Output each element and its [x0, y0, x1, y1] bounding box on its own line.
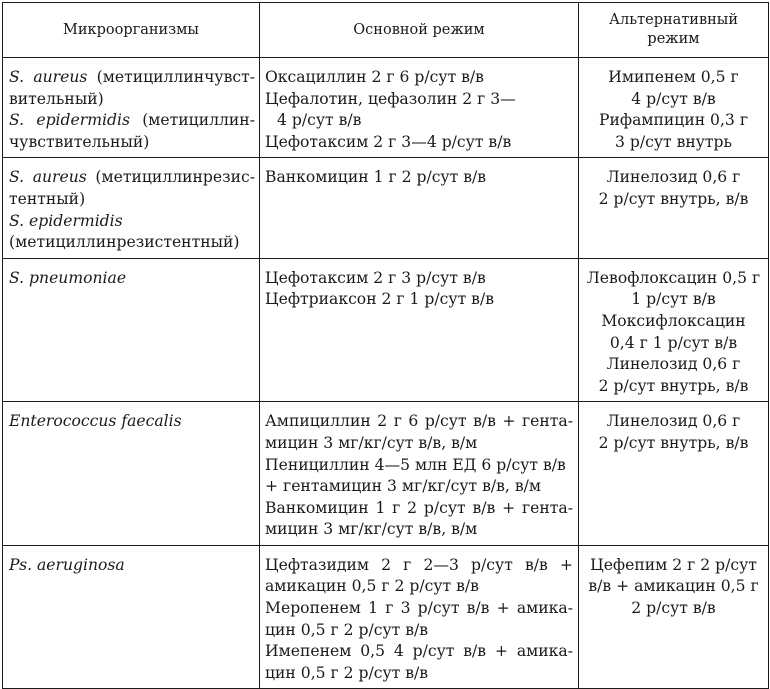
organism-line: S. epidermidis — [9, 211, 123, 230]
regimen-line: 1 р/сут в/в — [631, 290, 716, 309]
organism-line: чувствительный) — [9, 132, 150, 151]
organism-cell — [3, 58, 260, 158]
organism-cell — [3, 402, 260, 546]
organism-cell — [3, 158, 260, 258]
regimen-line: 4 р/сут в/в — [631, 89, 716, 108]
regimen-line: Цефтриаксон 2 г 1 р/сут в/в — [265, 290, 494, 309]
regimen-line: Цефотаксим 2 г 3 р/сут в/в — [265, 268, 486, 287]
regimen-line: Линелозид 0,6 г — [606, 355, 741, 374]
regimen-line: Пенициллин 4—5 млн ЕД 6 р/сут в/в — [265, 455, 566, 474]
regimen-line: цин 0,5 г 2 р/сут в/в — [265, 663, 429, 682]
table-row — [3, 402, 769, 546]
regimen-line: Ампициллин 2 г 6 р/сут в/в + гента- — [265, 412, 573, 431]
regimen-line: в/в + амикацин 0,5 г — [588, 577, 759, 596]
regimen-line: Цефалотин, цефазолин 2 г 3— — [265, 89, 516, 108]
regimen-line: 2 р/сут внутрь, в/в — [598, 189, 749, 208]
regimen-line: Меропенем 1 г 3 р/сут в/в + амика- — [265, 599, 573, 618]
regimen-line: Ванкомицин 1 г 2 р/сут в/в — [265, 168, 487, 187]
regimen-line: Линелозид 0,6 г — [606, 168, 741, 187]
alternative-regimen-cell — [579, 58, 769, 158]
regimen-line: 3 р/сут внутрь — [614, 132, 733, 151]
regimen-line: амикацин 0,5 г 2 р/сут в/в — [265, 577, 479, 596]
regimen-line: 2 р/сут внутрь, в/в — [598, 433, 749, 452]
regimen-line: мицин 3 мг/кг/сут в/в, в/м — [265, 520, 478, 539]
table-row — [3, 158, 769, 258]
regimen-line: Линелозид 0,6 г — [606, 412, 741, 431]
table-row — [3, 258, 769, 402]
regimen-line: Имипенем 0,5 г — [608, 68, 739, 86]
alternative-regimen-cell — [579, 158, 769, 258]
header-row — [3, 3, 769, 58]
main-regimen-cell — [260, 58, 579, 158]
regimen-line: + гентамицин 3 мг/кг/сут в/в, в/м — [265, 477, 542, 496]
regimen-line: мицин 3 мг/кг/сут в/в, в/м — [265, 433, 478, 452]
regimen-line: 2 р/сут в/в — [631, 599, 716, 618]
regimen-line: Левофлоксацин 0,5 г — [586, 268, 761, 287]
organism-cell — [3, 545, 260, 689]
table-row — [3, 545, 769, 689]
main-regimen-cell — [260, 258, 579, 402]
organism-line: S. aureus (метициллинрезис- — [9, 168, 255, 187]
header-alternative-regimen — [579, 3, 769, 58]
regimen-line: 0,4 г 1 р/сут в/в — [609, 333, 738, 352]
table-row — [3, 58, 769, 158]
antibiotic-regimen-table — [2, 2, 769, 689]
organism-line: Ps. aeruginosa — [9, 555, 125, 574]
alternative-regimen-cell — [579, 545, 769, 689]
alternative-regimen-cell — [579, 258, 769, 402]
header-alt-line-2: режим — [647, 31, 700, 47]
organism-line: S. pneumoniae — [9, 268, 127, 287]
main-regimen-cell — [260, 545, 579, 689]
regimen-line: Рифампицин 0,3 г — [598, 111, 748, 130]
organism-line: тентный) — [9, 189, 86, 208]
organism-line: S. epidermidis (метициллин- — [9, 111, 255, 130]
regimen-line: 4 р/сут в/в — [277, 111, 362, 130]
regimen-line: Цефотаксим 2 г 3—4 р/сут в/в — [265, 132, 512, 151]
main-regimen-cell — [260, 402, 579, 546]
header-microorganisms: Микроорганизмы — [3, 3, 260, 58]
organism-line: вительный) — [9, 89, 104, 108]
main-regimen-cell — [260, 158, 579, 258]
organism-line: S. aureus (метициллинчувст- — [9, 68, 255, 86]
regimen-line: Имепенем 0,5 4 р/сут в/в + амика- — [265, 642, 573, 661]
regimen-line: Моксифлоксацин — [601, 311, 746, 330]
organism-line: Enterococcus faecalis — [9, 412, 182, 431]
regimen-line: Ванкомицин 1 г 2 р/сут в/в + гента- — [265, 498, 573, 517]
alternative-regimen-cell — [579, 402, 769, 546]
organism-line: (метициллинрезистентный) — [9, 233, 240, 252]
regimen-line: Цефтазидим 2 г 2—3 р/сут в/в + — [265, 555, 573, 574]
organism-cell — [3, 258, 260, 402]
regimen-line: цин 0,5 г 2 р/сут в/в — [265, 620, 429, 639]
regimen-line: 2 р/сут внутрь, в/в — [598, 376, 749, 395]
regimen-line: Цефепим 2 г 2 р/сут — [590, 555, 757, 574]
header-alt-line-1: Альтернативный — [609, 12, 738, 28]
regimen-line: Оксациллин 2 г 6 р/сут в/в — [265, 68, 484, 86]
header-main-regimen: Основной режим — [260, 3, 579, 58]
